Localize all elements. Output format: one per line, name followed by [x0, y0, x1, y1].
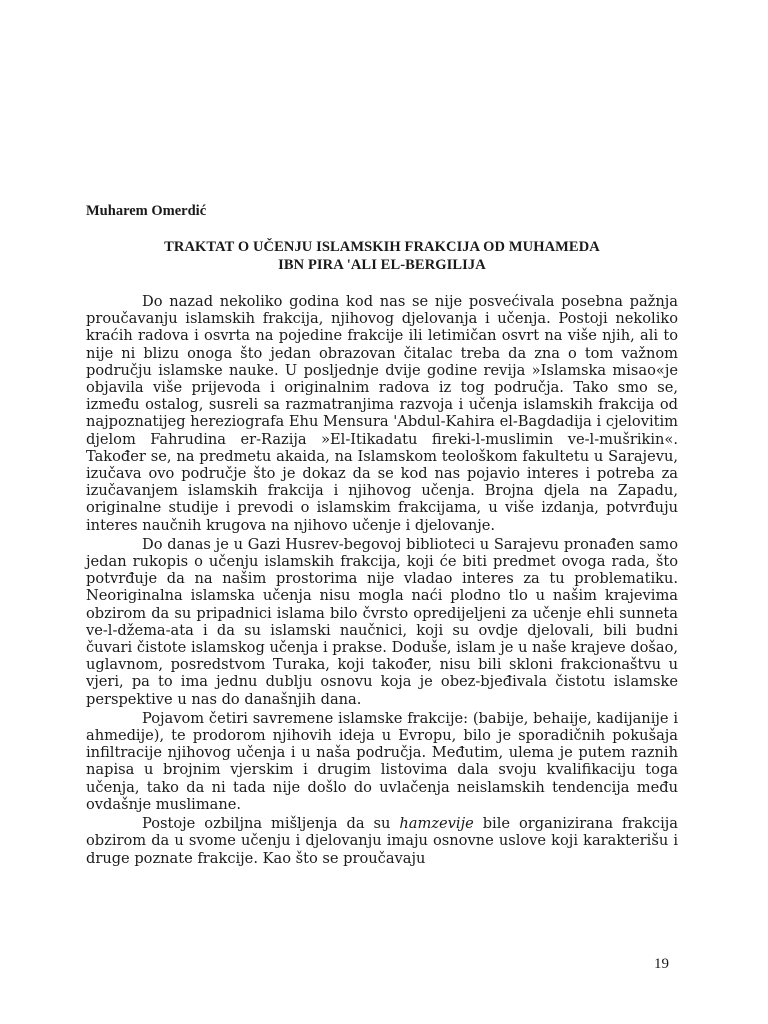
paragraph-4-text-start: Postoje ozbiljna mišljenja da su [142, 815, 400, 833]
title-line-1: TRAKTAT O UČENJU ISLAMSKIH FRAKCIJA OD MUHAMEDA [164, 239, 600, 255]
document-page [86, 0, 678, 1024]
page-number: 19 [654, 956, 669, 972]
paragraph-4-text-end: bile organizirana frakcija obzirom da u svome učenju i djelovanju imaju osnovne uslove koji karakterišu i druge poznate frakcije. Kao što se proučavaju [86, 815, 678, 867]
paragraph-1: Do nazad nekoliko godina kod nas se nije posvećivala posebna pažnja proučavanju islamskih frakcija, njihovog djelovanja i učenja. Postoji nekoliko kraćih radova i osvrta na pojedine frakcije ili letimičan osvrt na više njih, ali to nije ni blizu onoga što jedan obrazovan čitalac treba da zna o tom važnom području islamske nauke. U posljednje dvije godine revija »Islamska misao«je objavila više prijevoda i originalnim radova iz tog područja. Tako smo se, između ostalog, susreli sa razmatranjima razvoja i učenja islamskih frakcija od najpoznatijeg hereziografa Ehu Mensura 'Abdul-Kahira el-Bagdadija i cjelovitim djelom Fahrudina er-Razija »El-Itikadatu fireki-l-muslimin ve-l-mušrikin«. Također se, na predmetu akaida, na Islamskom teološkom fakultetu u Sarajevu, izučava ovo područje što je dokaz da se kod nas pojavio interes i potreba za izučavanjem islamskih frakcija i njihovog učenja. Brojna djela na Zapadu, originalne studije i prevodi o islamskim frakcijama, u više izdanja, potvrđuju interes naučnih krugova na njihovo učenje i djelovanje. [86, 293, 678, 534]
author-name: Muharem Omerdić [86, 203, 207, 219]
paragraph-4-italic-term: hamzevije [399, 815, 474, 833]
article-title [86, 238, 678, 274]
paragraph-3: Pojavom četiri savremene islamske frakcije: (babije, behaije, kadijanije i ahmedije), te prodorom njihovih ideja u Evropu, bilo je sporadičnih pokušaja infiltracije njihovog učenja i u naša područja. Međutim, ulema je putem raznih napisa u brojnim vjerskim i drugim listovima dala svoju kvalifikaciju toga učenja, tako da ni tada nije došlo do uvlačenja neislamskih tendencija među ovdašnje muslimane. [86, 709, 678, 813]
title-line-2: IBN PIRA 'ALI EL-BERGILIJA [278, 257, 486, 273]
article-body [86, 293, 678, 867]
paragraph-4 [86, 815, 678, 867]
paragraph-2: Do danas je u Gazi Husrev-begovoj biblioteci u Sarajevu pronađen samo jedan rukopis o učenju islamskih frakcija, koji će biti predmet ovoga rada, što potvrđuje da na našim prostorima nije vladao interes za tu problematiku. Neoriginalna islamska učenja nisu mogla naći plodno tlo u našim krajevima obzirom da su pripadnici islama bilo čvrsto opredijeljeni za učenje ehli sunneta ve-l-džema-ata i da su islamski naučnici, koji su ovdje djelovali, bili budni čuvari čistote islamskog učenja i prakse. Doduše, islam je u naše krajeve došao, uglavnom, posredstvom Turaka, koji također, nisu bili skloni frakcionaštvu u vjeri, pa to ima jednu dublju osnovu koja je obez-bjeđivala čistotu islamske perspektive u nas do današnjih dana. [86, 535, 678, 708]
